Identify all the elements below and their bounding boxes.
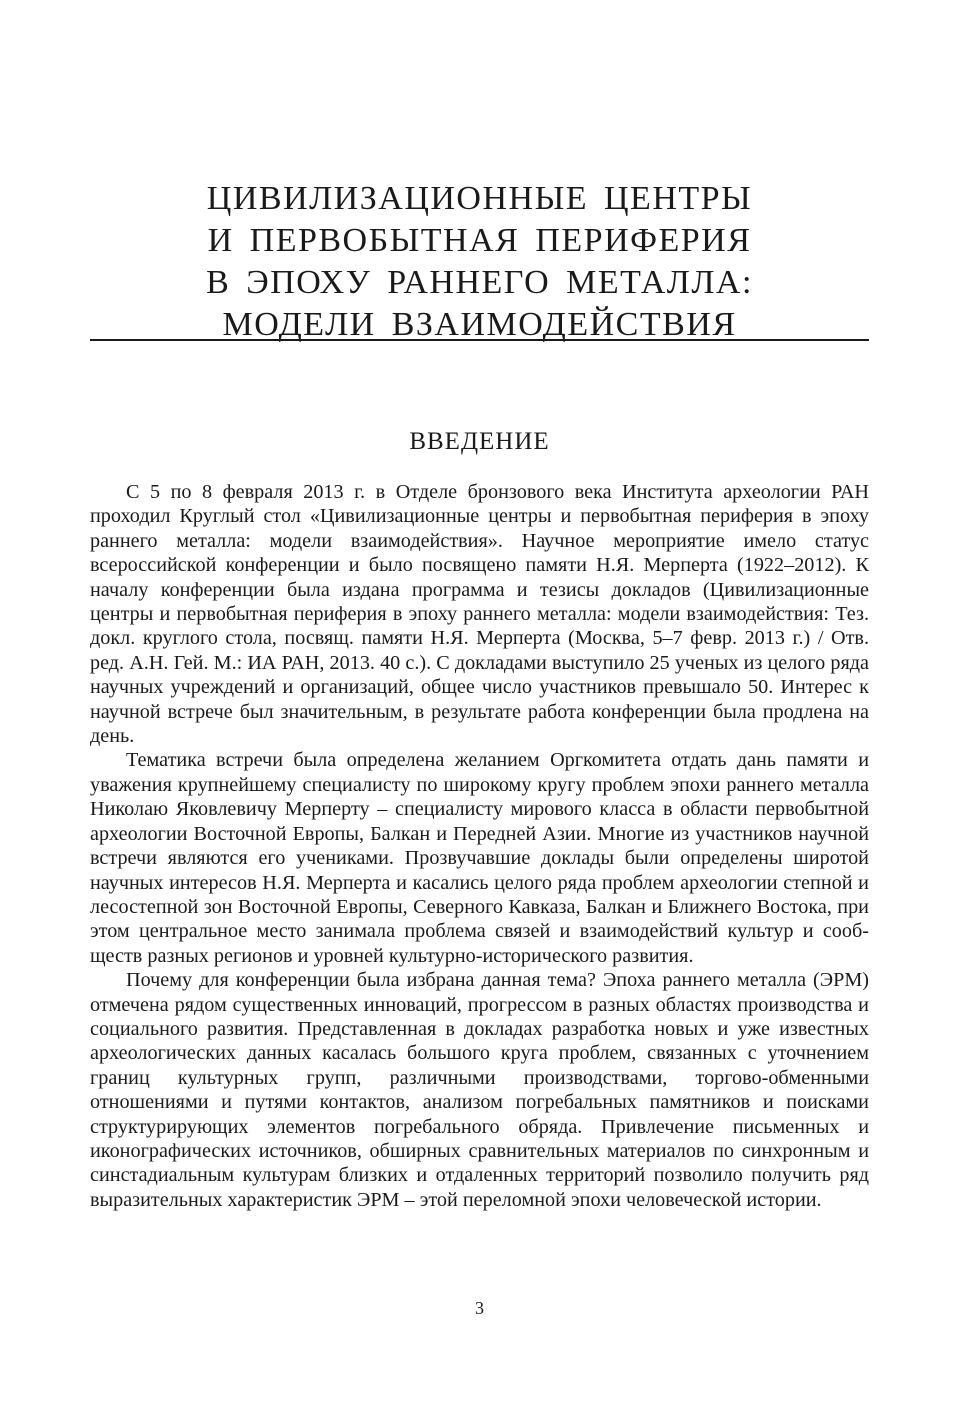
title-line-4: МОДЕЛИ ВЗАИМОДЕЙСТВИЯ [222,306,737,343]
title-line-3: В ЭПОХУ РАННЕГО МЕТАЛЛА: [206,264,753,301]
page-title [90,178,869,346]
page-number: 3 [475,1298,484,1318]
title-divider [90,339,869,341]
title-line-1: ЦИВИЛИЗАЦИОННЫЕ ЦЕНТРЫ [206,180,753,217]
title-line-2: И ПЕРВОБЫТНАЯ ПЕРИФЕРИЯ [207,222,752,259]
paragraph-2: Тематика встречи была определена желанием Оргкомитета отдать дань памяти и уважения крупнейшему специалисту по широкому кругу проблем эпохи раннего металла Николаю Яковлевичу Мерперту – специалисту мирового класса в области первобытной археологии Восточной Европы, Балкан и Передней Азии. Многие из участников научной встречи являются его учениками. Прозвучавшие доклады были определены широтой научных интересов Н.Я. Мерперта и касались целого ряда проблем археологии степной и лесостепной зон Восточной Европы, Северного Кавказа, Балкан и Ближнего Востока, при этом центральное место занимала проблема связей и взаимодействий культур и сообществ разных регионов и уровней культурно-исторического развития. [90,749,869,967]
paragraph-3: Почему для конференции была избрана данная тема? Эпоха раннего металла (ЭРМ) отмечена рядом существенных инноваций, прогрессом в разных областях производства и социального развития. Представленная в докладах разработка новых и уже известных археологических данных касалась большого круга проблем, связанных с уточнением границ культурных групп, различными производствами, торгово-обменными отношениями и путями контактов, анализом погребальных памятников и поисками структурирующих элементов погребального обряда. Привлечение письменных и иконографических источников, обширных сравнительных материалов по синхронным и синстадиальным культурам близких и отдаленных территорий позволило получить ряд выразительных характеристик ЭРМ – этой переломной эпохи человеческой истории. [90,969,869,1211]
body-text [90,480,869,1212]
paragraph-1: С 5 по 8 февраля 2013 г. в Отделе бронзового века Института археологии РАН проходил Круглый стол «Цивилизационные центры и первобытная периферия в эпоху раннего металла: модели взаимодействия». Научное мероприятие имело статус всероссийской конференции и было посвящено памяти Н.Я. Мерперта (1922–2012). К началу конференции была издана программа и тезисы докладов (Цивилизационные центры и первобытная периферия в эпоху раннего металла: модели взаимодействия: Тез. докл. круглого стола, посвящ. памяти Н.Я. Мерперта (Москва, 5–7 февр. 2013 г.) / Отв. ред. А.Н. Гей. М.: ИА РАН, 2013. 40 с.). С докладами выступило 25 ученых из целого ряда научных учреждений и организаций, общее число участников превышало 50. Интерес к научной встрече был значительным, в результате работа конференции была продлена на день. [90,481,869,748]
section-heading: ВВЕДЕНИЕ [409,428,550,455]
